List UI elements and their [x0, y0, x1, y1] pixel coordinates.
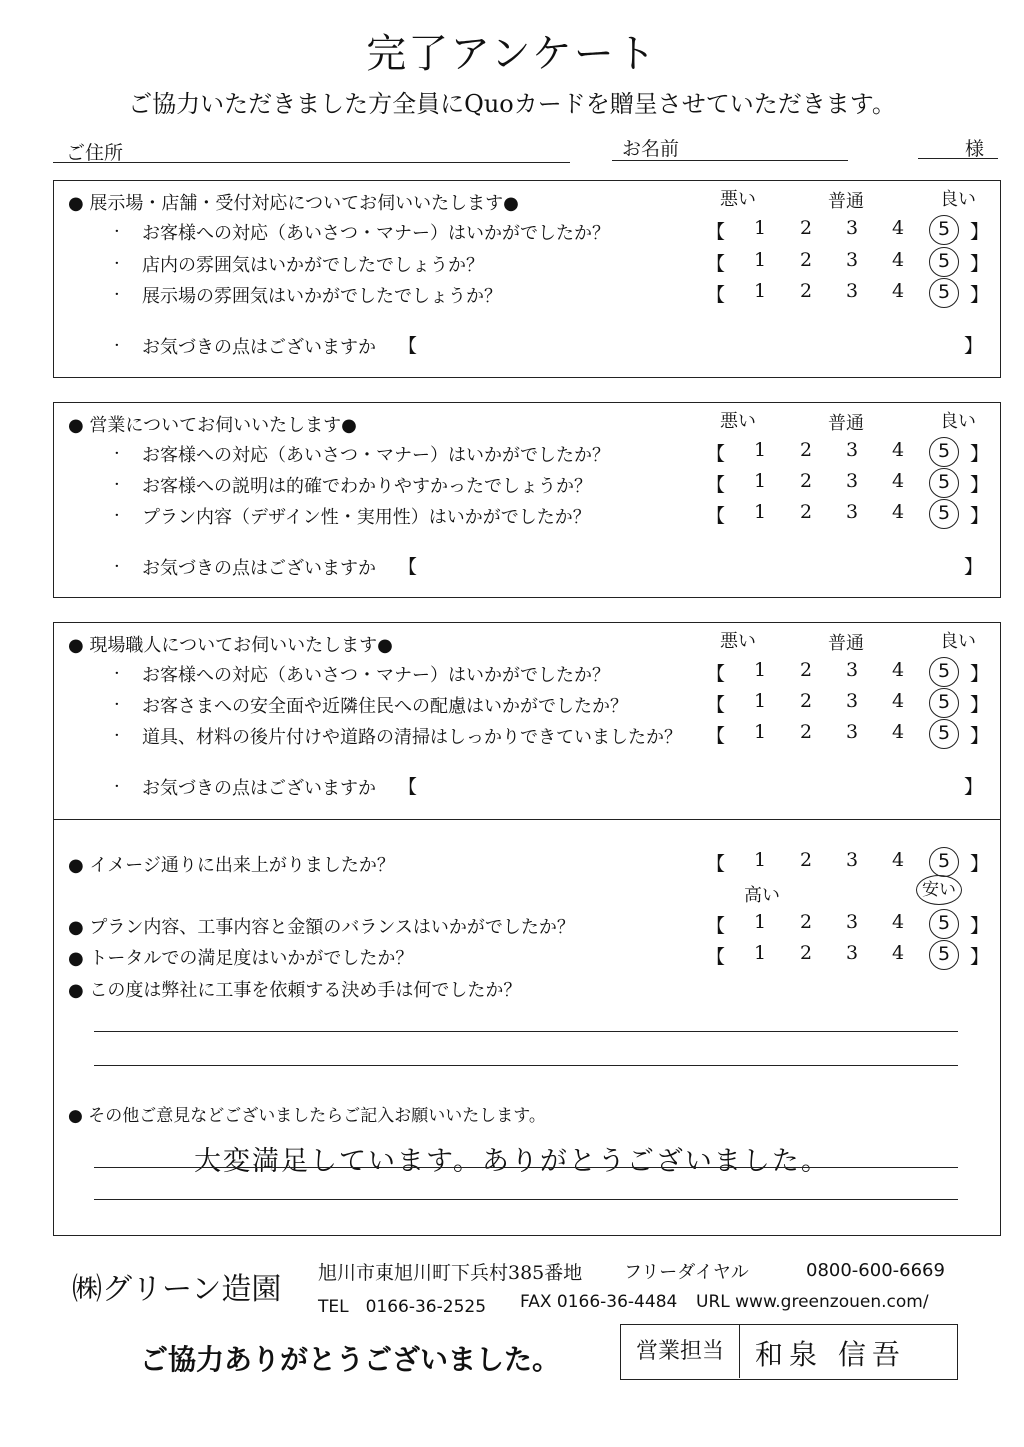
rating-option[interactable]: 4 [892, 721, 905, 743]
rating-option[interactable]: 4 [892, 659, 905, 681]
rating-option[interactable]: 2 [800, 849, 813, 871]
rating-option[interactable]: 2 [800, 659, 813, 681]
rating-option[interactable]: 3 [846, 470, 859, 492]
rating-option[interactable]: 1 [754, 659, 767, 681]
address-field[interactable] [53, 162, 570, 163]
page-title: 完了アンケート [366, 31, 658, 77]
honorific-underline [918, 158, 998, 159]
scale-normal: 普通 [828, 191, 864, 212]
notes-label: お気づきの点はございますか [142, 558, 376, 579]
rating-selected[interactable]: 5 [929, 847, 959, 877]
question-image: ● イメージ通りに出来上がりましたか？ [68, 855, 395, 876]
answer-line[interactable] [94, 1031, 958, 1032]
scale-good: 良い [940, 631, 976, 652]
section-heading: ● 現場職人についてお伺いいたします● [68, 635, 393, 656]
rating-option[interactable]: 4 [892, 690, 905, 712]
rating-option[interactable]: 2 [800, 911, 813, 933]
rating-option[interactable]: 2 [800, 942, 813, 964]
rating-option[interactable]: 2 [800, 501, 813, 523]
question-text: 店内の雰囲気はいかがでしたでしょうか？ [142, 255, 484, 276]
rating-option[interactable]: 3 [846, 217, 859, 239]
bracket-open: 【 [706, 915, 726, 937]
question-text: お客様への対応（あいさつ・マナー）はいかがでしたか？ [142, 665, 610, 686]
bracket-close: 】 [970, 694, 990, 716]
sales-label: 営業担当 [621, 1325, 740, 1378]
rating-option[interactable]: 4 [892, 280, 905, 302]
bracket-close: 】 [970, 253, 990, 275]
fax: FAX 0166-36-4484 [520, 1292, 678, 1312]
section-sales: ● 営業についてお伺いいたします● 悪い 普通 良い · お客様への対応（あいさつ・マナー）はいかがでしたか？ · お客様への説明は的確でわかりやすかったでしょうか？ · プラン内容（デザイン性・実用性）はいかがでしたか？ · お気づきの点はございますか 【 】 【 1 2 3 4 5 】 【 1 2 3 4 5 】 【 1 2 3 4 5 】 [53, 402, 1001, 598]
question-decision: ● この度は弊社に工事を依頼する決め手は何でしたか？ [68, 980, 522, 1001]
rating-option[interactable]: 4 [892, 249, 905, 271]
answer-other: 大変満足しています。ありがとうございました。 [194, 1146, 830, 1177]
question-text: お客さまへの安全面や近隣住民への配慮はいかがでしたか？ [142, 696, 628, 717]
rating-option[interactable]: 2 [800, 470, 813, 492]
rating-option[interactable]: 2 [800, 690, 813, 712]
thanks-message: ご協力ありがとうございました。 [140, 1343, 561, 1376]
bracket-close: 】 [970, 284, 990, 306]
rating-option[interactable]: 4 [892, 911, 905, 933]
notes-label: お気づきの点はございますか [142, 778, 376, 799]
answer-line[interactable] [94, 1167, 958, 1168]
rating-option[interactable]: 3 [846, 849, 859, 871]
rating-option[interactable]: 4 [892, 470, 905, 492]
rating-option[interactable]: 3 [846, 249, 859, 271]
tel: TEL 0166-36-2525 [318, 1297, 487, 1317]
rating-selected[interactable]: 5 [929, 657, 959, 687]
bracket-open: 【 [706, 946, 726, 968]
rating-option[interactable]: 4 [892, 942, 905, 964]
rating-option[interactable]: 2 [800, 721, 813, 743]
bracket-close: 】 [970, 663, 990, 685]
notes-label: お気づきの点はございますか [142, 337, 376, 358]
bracket-close: 】 [970, 725, 990, 747]
bracket-open: 【 [706, 694, 726, 716]
bracket-close: 】 [970, 915, 990, 937]
section-showroom: ● 展示場・店舗・受付対応についてお伺いいたします● 悪い 普通 良い · お客様への対応（あいさつ・マナー）はいかがでしたか？ · 店内の雰囲気はいかがでしたでしょうか？ · 展示場の雰囲気はいかがでしたでしょうか？ · お気づきの点はございますか 【 】 【 1 2 3 4 5 】 【 1 2 3 4 5 】 【 1 2 3 4 5 】 [53, 180, 1001, 378]
rating-option[interactable]: 3 [846, 439, 859, 461]
rating-option[interactable]: 1 [754, 470, 767, 492]
answer-line[interactable] [94, 1065, 958, 1066]
rating-option[interactable]: 3 [846, 721, 859, 743]
section-heading: ● 展示場・店舗・受付対応についてお伺いいたします● [68, 193, 519, 214]
scale-good: 良い [940, 189, 976, 210]
bracket-close: 】 [970, 946, 990, 968]
rating-selected[interactable]: 5 [929, 719, 959, 749]
rating-option[interactable]: 4 [892, 849, 905, 871]
company-address: 旭川市東旭川町下兵村385番地 [318, 1262, 583, 1284]
bracket-open: 【 [706, 853, 726, 875]
scale-good: 良い [940, 411, 976, 432]
sales-name: 和泉 信吾 [755, 1338, 906, 1371]
rating-option[interactable]: 2 [800, 249, 813, 271]
rating-option[interactable]: 1 [754, 439, 767, 461]
rating-option[interactable]: 3 [846, 690, 859, 712]
section-craftsmen: ● 現場職人についてお伺いいたします● 悪い 普通 良い · お客様への対応（あいさつ・マナー）はいかがでしたか？ · お客さまへの安全面や近隣住民への配慮はいかがでしたか？ · 道具、材料の後片付けや道路の清掃はしっかりできていましたか？ · お気づきの点はございますか 【 】 ● イメージ通りに出来上がりましたか？ 高い 安い ● プラン内容、工事内容と金額のバランスはいかがでしたか？ ● トータルでの満足度はいかがでしたか？ ● この度は弊社に工事を依頼する決め手は何でしたか？ ● その他ご意見などございましたらご記入お願いいたします。 大変満足しています。ありがとうございました。 【 1 2 3 4 5 】 【 1 2 3 4 5 】 【 1 2 3 4 5 】 【 1 2 3 4 5 】 【 1 2 3 4 5 】 【 1 2 3 4 5 】 [53, 622, 1001, 1236]
rating-option[interactable]: 1 [754, 280, 767, 302]
freedial-number: 0800-600-6669 [806, 1260, 945, 1281]
address-label: ご住所 [66, 142, 124, 164]
rating-selected[interactable]: 5 [929, 278, 959, 308]
rating-option[interactable]: 2 [800, 439, 813, 461]
question-other: ● その他ご意見などございましたらご記入お願いいたします。 [68, 1106, 546, 1126]
answer-line[interactable] [94, 1199, 958, 1200]
rating-selected[interactable]: 5 [929, 247, 959, 277]
rating-option[interactable]: 1 [754, 721, 767, 743]
rating-option[interactable]: 3 [846, 911, 859, 933]
scale-normal: 普通 [828, 633, 864, 654]
rating-option[interactable]: 3 [846, 501, 859, 523]
rating-option[interactable]: 1 [754, 217, 767, 239]
question-text: お客様への対応（あいさつ・マナー）はいかがでしたか？ [142, 223, 610, 244]
rating-option[interactable]: 3 [846, 280, 859, 302]
bracket-close: 】 [970, 443, 990, 465]
question-balance: ● プラン内容、工事内容と金額のバランスはいかがでしたか？ [68, 917, 575, 938]
bracket-open: 【 [706, 474, 726, 496]
scale-normal: 普通 [828, 413, 864, 434]
rating-option[interactable]: 4 [892, 217, 905, 239]
rating-option[interactable]: 1 [754, 849, 767, 871]
bracket-close: 】 [970, 505, 990, 527]
bracket-open: 【 [706, 284, 726, 306]
bracket-close: 】 [970, 474, 990, 496]
rating-option[interactable]: 3 [846, 942, 859, 964]
question-text: プラン内容（デザイン性・実用性）はいかがでしたか？ [142, 507, 591, 528]
rating-option[interactable]: 3 [846, 659, 859, 681]
question-text: お客様への説明は的確でわかりやすかったでしょうか？ [142, 476, 592, 497]
rating-option[interactable]: 1 [754, 942, 767, 964]
scale-cheap: 安い [916, 875, 962, 905]
sales-box [620, 1324, 958, 1380]
question-text: お客様への対応（あいさつ・マナー）はいかがでしたか？ [142, 445, 610, 466]
section-heading: ● 営業についてお伺いいたします● [68, 415, 357, 436]
bracket-open: 【 [706, 663, 726, 685]
rating-option[interactable]: 4 [892, 501, 905, 523]
rating-option[interactable]: 2 [800, 280, 813, 302]
scale-bad: 悪い [720, 189, 756, 210]
rating-selected[interactable]: 5 [929, 909, 959, 939]
rating-selected[interactable]: 5 [929, 215, 959, 245]
company-name: ㈱グリーン造園 [72, 1272, 282, 1307]
bracket-open: 【 [706, 505, 726, 527]
bracket-open: 【 [706, 221, 726, 243]
scale-high: 高い [744, 885, 780, 906]
divider [54, 819, 1000, 820]
rating-selected[interactable]: 5 [929, 468, 959, 498]
rating-selected[interactable]: 5 [929, 437, 959, 467]
bracket-open: 【 [706, 253, 726, 275]
scale-bad: 悪い [720, 631, 756, 652]
rating-option[interactable]: 4 [892, 439, 905, 461]
rating-option[interactable]: 1 [754, 690, 767, 712]
scale-bad: 悪い [720, 411, 756, 432]
name-field[interactable] [612, 160, 848, 161]
freedial-label: フリーダイヤル [624, 1262, 749, 1283]
page-subtitle: ご協力いただきました方全員にQuoカードを贈呈させていただきます。 [128, 90, 896, 118]
question-total: ● トータルでの満足度はいかがでしたか？ [68, 948, 414, 969]
url: URL www.greenzouen.com/ [696, 1292, 929, 1312]
name-label: お名前 [622, 138, 680, 160]
bracket-open: 【 [706, 443, 726, 465]
rating-selected[interactable]: 5 [929, 688, 959, 718]
bracket-close: 】 [970, 853, 990, 875]
rating-option[interactable]: 2 [800, 217, 813, 239]
honorific: 様 [965, 138, 985, 160]
rating-option[interactable]: 1 [754, 249, 767, 271]
rating-selected[interactable]: 5 [929, 940, 959, 970]
bracket-close: 】 [970, 221, 990, 243]
rating-selected[interactable]: 5 [929, 499, 959, 529]
rating-option[interactable]: 1 [754, 911, 767, 933]
bracket-open: 【 [706, 725, 726, 747]
question-text: 道具、材料の後片付けや道路の清掃はしっかりできていましたか？ [142, 727, 682, 748]
question-text: 展示場の雰囲気はいかがでしたでしょうか？ [142, 286, 502, 307]
rating-option[interactable]: 1 [754, 501, 767, 523]
